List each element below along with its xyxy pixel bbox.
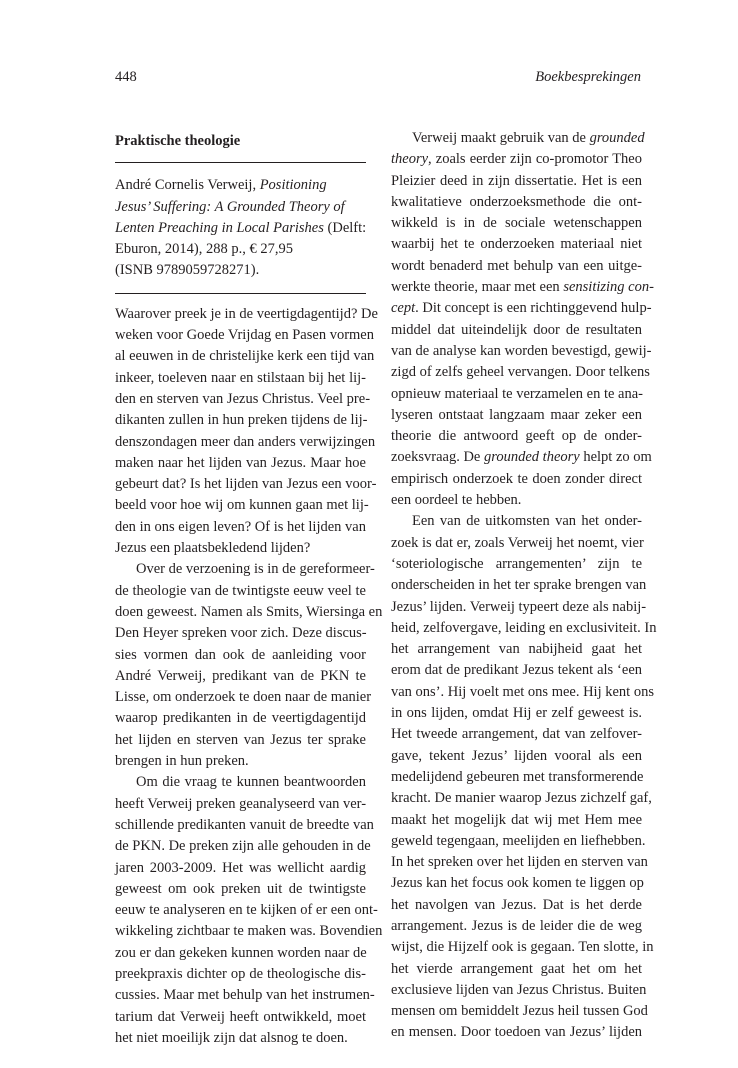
text-line: maakt het mogelijk dat wij met Hem mee [391, 811, 642, 828]
text-line: tarium dat Verweij heeft ontwikkeld, moet [115, 1008, 366, 1025]
text-line: wordt benaderd met behulp van een uitge- [391, 257, 642, 274]
bibliographic-entry [115, 175, 366, 281]
section-title: Praktische theologie [115, 133, 241, 149]
text-line: jaren 2003-2009. Het was wellicht aardig [115, 859, 366, 876]
divider-top [115, 162, 366, 163]
biblio-line: Eburon, 2014), 288 p., € 27,95 [115, 241, 294, 258]
text-line: werkte theorie, maar met een sensitizing con- [391, 279, 654, 296]
text-line: Verweij maakt gebruik van de grounded [412, 130, 645, 146]
text-line: heid, zelfovergave, leiding en exclusiviteit. In [391, 619, 657, 636]
text-line: Een van de uitkomsten van het onder- [412, 513, 642, 530]
text-line: geweld tegengaan, meelijden en liefhebben. [391, 832, 646, 849]
biblio-line: André Cornelis Verweij, Positioning [115, 177, 327, 194]
text-line: wikkeling zichtbaar te maken was. Bovendien [115, 923, 383, 940]
text-line: theorie die antwoord geeft op de onder- [391, 428, 642, 445]
text-line: gebeurt dat? Is het lijden van Jezus een voor- [115, 476, 377, 493]
text-line: den in ons eigen leven? Of is het lijden van [115, 518, 366, 535]
text-line: maken naar het lijden van Jezus. Maar hoe [115, 454, 366, 471]
text-line: cussies. Maar met behulp van het instrumen- [115, 987, 375, 1004]
page-number: 448 [115, 69, 137, 85]
text-line: zou er dan gekeken kunnen worden naar de [115, 944, 367, 961]
biblio-line: Lenten Preaching in Local Parishes (Delft: [115, 219, 367, 236]
text-line: het niet moeilijk zijn dat alsnog te doen. [115, 1029, 348, 1046]
text-line: en mensen. Door toedoen van Jezus’ lijden [391, 1024, 642, 1041]
text-line: zoeksvraag. De grounded theory helpt zo om [391, 449, 652, 466]
text-line: den en sterven van Jezus Christus. Veel pre- [115, 390, 371, 407]
text-line: onderscheiden in het ter sprake brengen van [391, 577, 647, 594]
text-line: dikanten zullen in hun preken tijdens de lij- [115, 412, 368, 429]
text-line: beeld voor hoe wij om kunnen gaan met lij- [115, 497, 369, 514]
text-line: in ons lijden, omdat Hij er zelf geweest is. [391, 705, 642, 722]
text-line: denszondagen meer dan anders verwijzingen [115, 433, 376, 450]
text-line: Jezus kan het focus ook komen te liggen op [391, 875, 644, 892]
text-line: sies vormen dan ook de aanleiding voor [115, 646, 366, 663]
text-line: doen geweest. Namen als Smits, Wiersinga en [115, 603, 383, 620]
text-line: In het spreken over het lijden en sterven van [391, 854, 648, 871]
text-line: het vierde arrangement gaat het om het [391, 960, 642, 977]
text-line: eeuw te analyseren en te kijken of er een ont- [115, 902, 378, 919]
text-line: de theologie van de twintigste eeuw veel te [115, 582, 366, 599]
text-line: Het tweede arrangement, dat van zelfover- [391, 726, 642, 743]
text-line: al eeuwen in de christelijke kerk een tijd van [115, 348, 375, 365]
text-line: schillende predikanten vanuit de breedte van [115, 816, 374, 833]
text-line: zoek is dat er, zoals Verweij het noemt, vier [391, 534, 644, 551]
text-line: inkeer, toeleven naar en stilstaan bij het lij- [115, 369, 366, 386]
text-line: middel dat uiteindelijk door de resultaten [391, 321, 642, 338]
text-line: medelijdend gebeuren met transformerende [391, 768, 644, 785]
text-line: lyseren ontstaat langzaam maar zeker een [391, 406, 642, 423]
text-line: waarop predikanten in de veertigdagentijd [115, 710, 366, 727]
text-line: theory, zoals eerder zijn co-promotor Theo [391, 151, 642, 168]
text-line: gave, tekent Jezus’ lijden vooral als een [391, 747, 642, 764]
left-column [115, 128, 383, 1049]
text-line: geweest om ook preken uit de twintigste [115, 880, 366, 897]
text-line: van de analyse kan worden bevestigd, gewij- [391, 342, 652, 359]
text-line: het arrangement van nabijheid gaat het [391, 641, 642, 658]
text-line: empirisch onderzoek te doen zonder direct [391, 470, 642, 487]
text-line: brengen in hun preken. [115, 753, 249, 770]
text-line: weken voor Goede Vrijdag en Pasen vormen [115, 327, 374, 344]
text-line: waarbij het te onderzoeken materiaal niet [391, 236, 642, 253]
text-line: Den Heyer spreken voor zich. Deze discus- [115, 625, 367, 642]
text-line: een oordeel te hebben. [391, 492, 522, 509]
biblio-line: Jesus’ Suffering: A Grounded Theory of [115, 198, 345, 215]
text-line: opnieuw materiaal te verzamelen en te ana- [391, 385, 644, 402]
text-line: exclusieve lijden van Jezus Christus. Buiten [391, 981, 647, 998]
text-line: kracht. De manier waarop Jezus zichzelf gaf, [391, 790, 652, 807]
text-line: wijst, die Hijzelf ook is gegaan. Ten slotte, in [391, 939, 654, 956]
text-line: Jezus een plaatsbekledend lijden? [115, 540, 311, 557]
text-line: erom dat de predikant Jezus tekent als ‘een [391, 662, 642, 679]
text-line: Over de verzoening is in de gereformeer- [136, 561, 375, 578]
text-line: van ons’. Hij voelt met ons mee. Hij kent ons [391, 683, 654, 700]
divider-bottom [115, 293, 366, 294]
text-line: Om die vraag te kunnen beantwoorden [136, 774, 366, 791]
right-column [391, 128, 657, 1044]
text-line: ‘soteriologische arrangementen’ zijn te [391, 555, 642, 572]
text-line: kwalitatieve onderzoeksmethode die ont- [391, 193, 642, 210]
biblio-line: (ISNB 9789059728271). [115, 262, 260, 279]
text-line: Jezus’ lijden. Verweij typeert deze als nabij- [391, 598, 647, 615]
text-line: zigd of zelfs geheel vervangen. Door telkens [391, 364, 650, 381]
text-line: Waarover preek je in de veertigdagentijd? De [115, 305, 378, 322]
running-title: Boekbesprekingen [535, 69, 641, 85]
left-body-text [115, 304, 383, 1049]
text-line: André Verweij, predikant van de PKN te [115, 667, 366, 684]
text-line: de PKN. De preken zijn alle gehouden in de [115, 838, 371, 855]
text-line: preekpraxis dichter op de theologische dis- [115, 965, 366, 982]
text-line: heeft Verweij preken geanalyseerd van ver- [115, 795, 367, 812]
text-line: cept. Dit concept is een richtinggevend hulp- [391, 300, 652, 317]
text-line: arrangement. Jezus is de leider die de weg [391, 917, 642, 934]
text-line: Lisse, om onderzoek te doen naar de manier [115, 689, 372, 706]
text-line: mensen om bemiddelt Jezus heil tussen God [391, 1003, 648, 1020]
text-line: het navolgen van Jezus. Dat is het derde [391, 896, 642, 913]
text-line: Pleizier deed in zijn dissertatie. Het is een [391, 172, 642, 189]
text-line: het lijden en sterven van Jezus ter sprake [115, 731, 366, 748]
text-line: wikkeld is in de sociale wetenschappen [391, 215, 642, 232]
